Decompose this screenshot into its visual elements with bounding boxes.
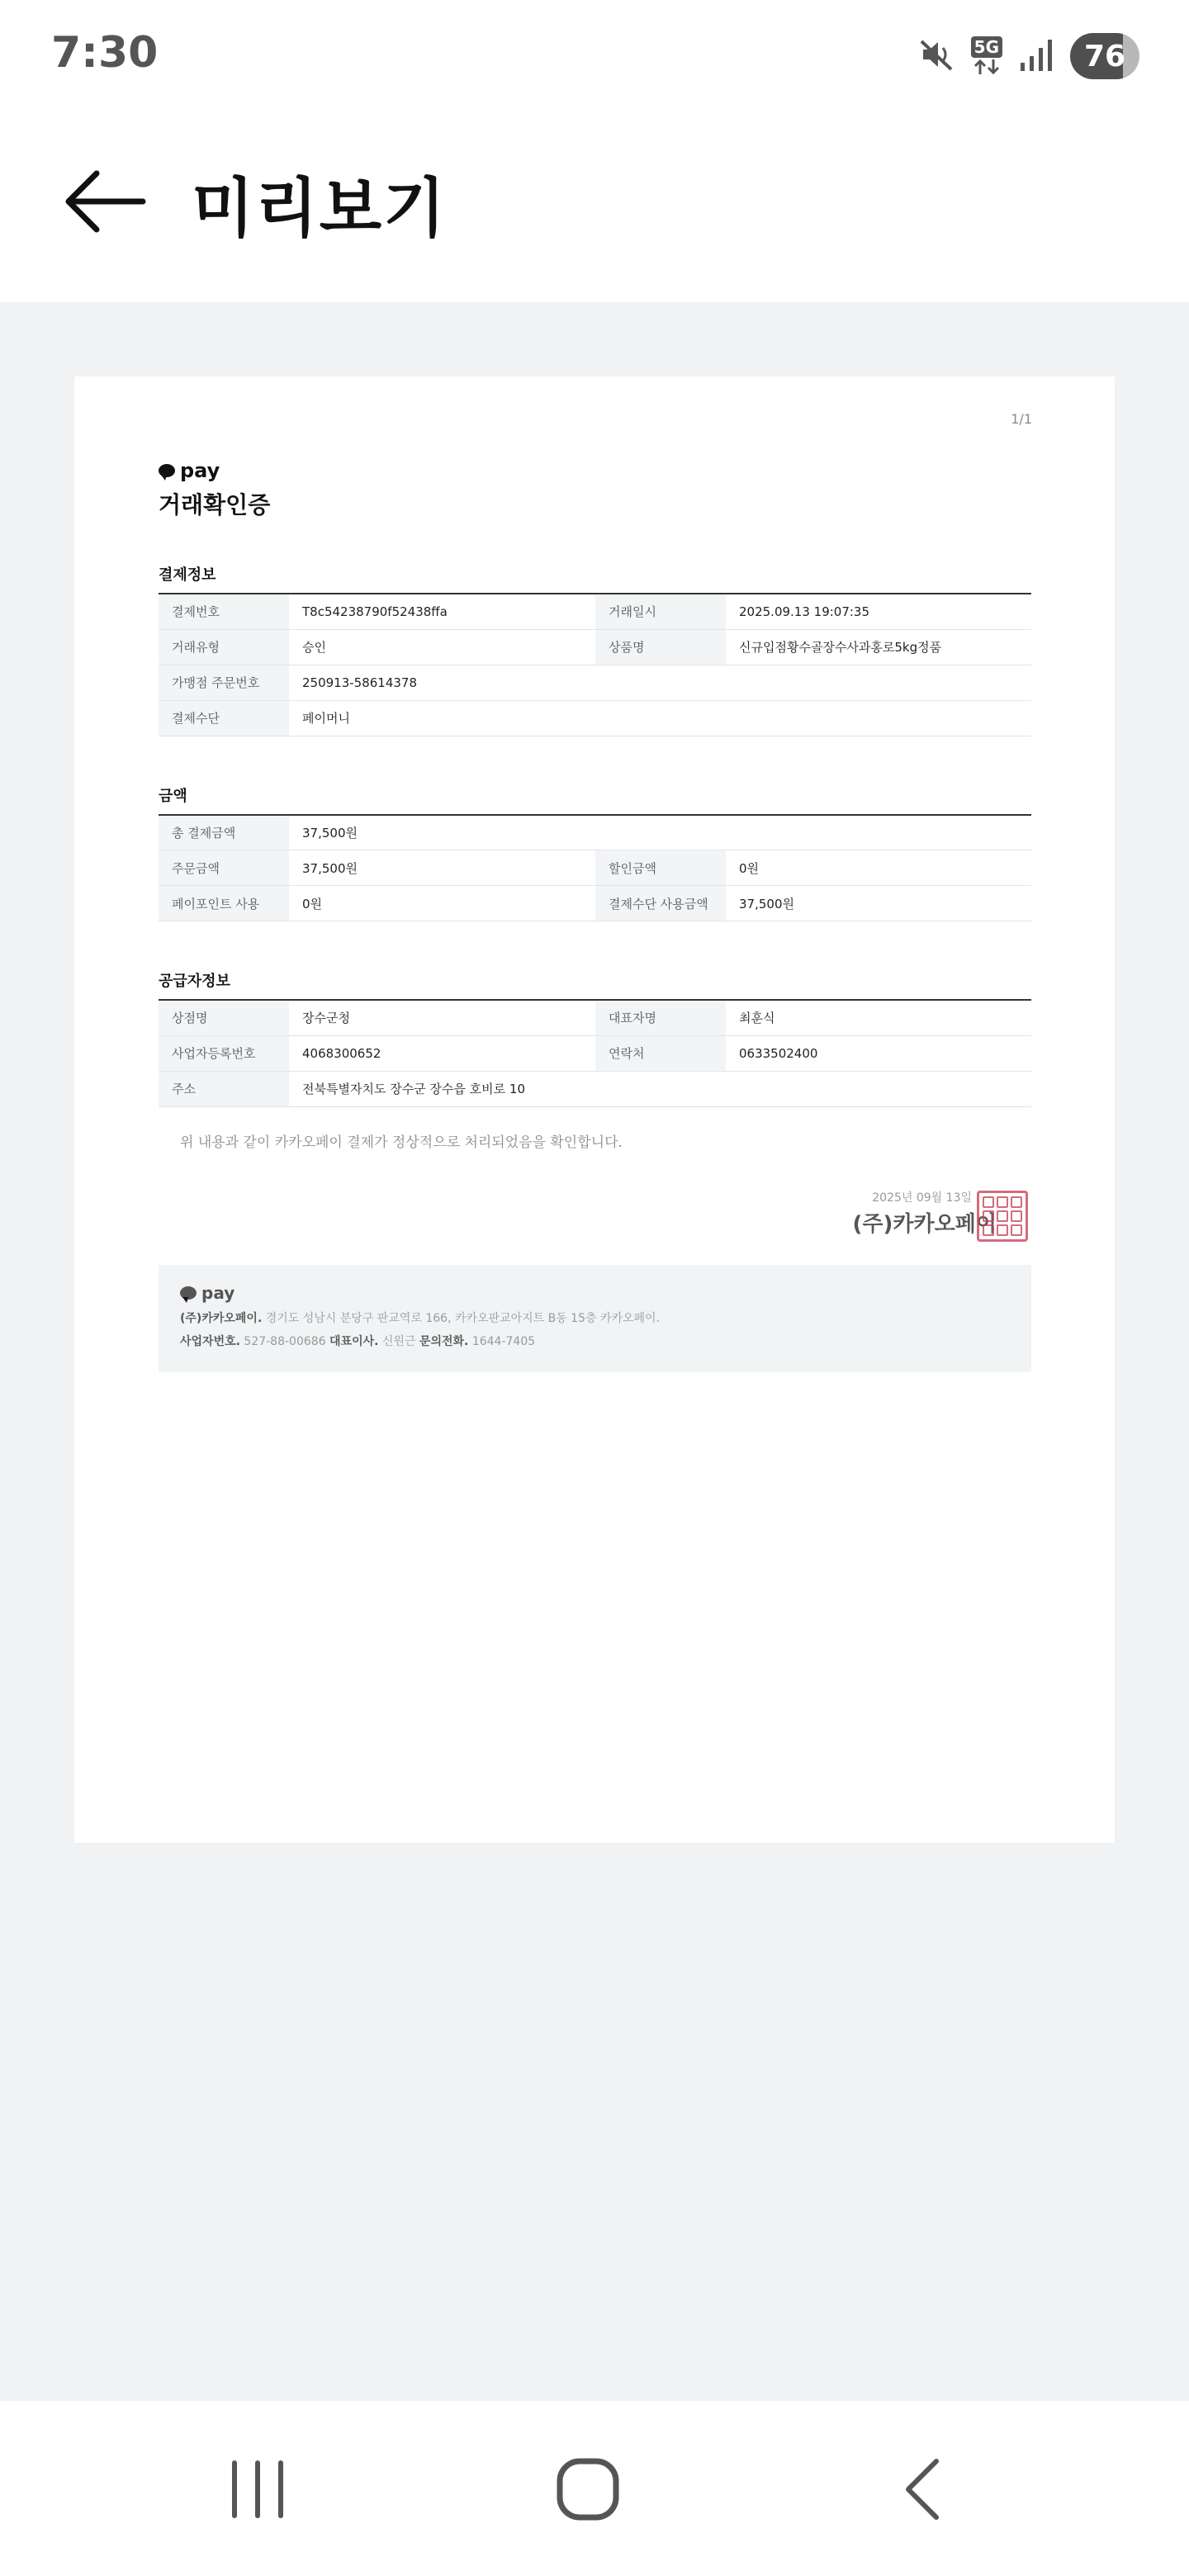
signature-block [159,1189,1031,1243]
company-address: 경기도 성남시 분당구 판교역로 166, 카카오판교아지트 B동 15층 카카오페이. [265,1311,661,1325]
document-content [159,459,1031,1372]
supplier-info-title: 공급자정보 [159,973,230,990]
mute-icon [918,36,955,76]
phone-number: 1644-7405 [471,1334,536,1348]
store-name: 장수군청 [289,1000,595,1035]
product-name: 신규입점황수골장수사과홍로5kg정품 [726,629,1031,665]
payment-number: T8c54238790f52438ffa [289,594,595,629]
issuer-company: (주)카카오페이 [852,1211,997,1237]
row-label: 총 결제금액 [159,815,289,850]
network-type: 5G [971,36,1002,58]
brand-text: pay [180,459,220,482]
recent-apps-button[interactable] [208,2454,307,2525]
table-row [159,665,1031,700]
status-time: 7:30 [51,28,159,78]
phone-label: 문의전화. [419,1334,469,1348]
table-row [159,700,1031,736]
footer-company-line [180,1309,1010,1326]
recent-apps-icon [229,2459,287,2520]
footer-brand-text: pay [201,1282,235,1303]
table-row [159,886,1031,921]
row-label: 연락처 [595,1035,726,1071]
app-bar [0,112,1189,302]
footer-business-line [180,1333,1010,1349]
business-registration-number: 4068300652 [289,1035,595,1071]
row-label: 대표자명 [595,1000,726,1035]
row-label: 사업자등록번호 [159,1035,289,1071]
payment-method-amount: 37,500원 [726,886,1031,921]
paypoint-used: 0원 [289,886,595,921]
5g-data-icon [971,36,1002,76]
contact-number: 0633502400 [726,1035,1031,1071]
order-amount: 37,500원 [289,850,595,886]
status-bar [0,0,1189,112]
biz-no-label: 사업자번호. [180,1334,240,1348]
document-preview[interactable] [74,376,1115,1843]
biz-no: 527-88-00686 [244,1334,326,1348]
transaction-datetime: 2025.09.13 19:07:35 [726,594,1031,629]
row-label: 상점명 [159,1000,289,1035]
table-row [159,1071,1031,1106]
payment-info-title: 결제정보 [159,566,216,584]
home-button[interactable] [538,2454,637,2525]
footer-kakaopay-logo [180,1283,1010,1303]
row-label: 상품명 [595,629,726,665]
row-label: 가맹점 주문번호 [159,665,289,700]
battery-indicator: 76 [1070,33,1139,79]
row-label: 할인금액 [595,850,726,886]
page-indicator: 1/1 [1011,411,1032,427]
discount-amount: 0원 [726,850,1031,886]
arrow-left-icon [64,168,146,234]
signal-icon [1019,36,1054,76]
table-row [159,594,1031,629]
issue-date: 2025년 09월 13일 [872,1191,972,1205]
payment-info-table [159,593,1031,736]
table-row [159,629,1031,665]
ceo-name: 신원근 [381,1334,416,1348]
navigation-bar [0,2401,1189,2576]
transaction-type: 승인 [289,629,595,665]
page-title: 미리보기 [192,172,448,246]
confirmation-text: 위 내용과 같이 카카오페이 결제가 정상적으로 처리되었음을 확인합니다. [180,1134,623,1151]
row-label: 주문금액 [159,850,289,886]
back-icon [898,2456,948,2522]
amount-table [159,814,1031,922]
status-icons [918,30,1139,83]
back-button[interactable] [59,160,150,243]
supplier-info-table [159,999,1031,1107]
speech-bubble-icon [159,464,175,477]
row-label: 결제수단 [159,700,289,736]
ceo-label: 대표이사. [329,1334,379,1348]
table-row [159,815,1031,850]
kakaopay-logo [159,459,1031,482]
row-label: 주소 [159,1071,289,1106]
merchant-order-number: 250913-58614378 [289,665,1031,700]
address: 전북특별자치도 장수군 장수읍 호비로 10 [289,1071,1031,1106]
row-label: 거래일시 [595,594,726,629]
representative-name: 최훈식 [726,1000,1031,1035]
amount-title: 금액 [159,787,187,805]
table-row [159,1000,1031,1035]
home-icon [555,2456,621,2522]
document-title: 거래확인증 [159,491,271,519]
payment-method: 페이머니 [289,700,1031,736]
row-label: 결제번호 [159,594,289,629]
table-row [159,1035,1031,1071]
table-row [159,850,1031,886]
row-label: 페이포인트 사용 [159,886,289,921]
document-footer [159,1265,1031,1372]
system-back-button[interactable] [874,2454,973,2525]
row-label: 결제수단 사용금액 [595,886,726,921]
company-label: (주)카카오페이. [180,1311,263,1325]
total-amount: 37,500원 [289,815,1031,850]
row-label: 거래유형 [159,629,289,665]
speech-bubble-icon [180,1286,197,1300]
company-seal-icon [977,1191,1028,1242]
